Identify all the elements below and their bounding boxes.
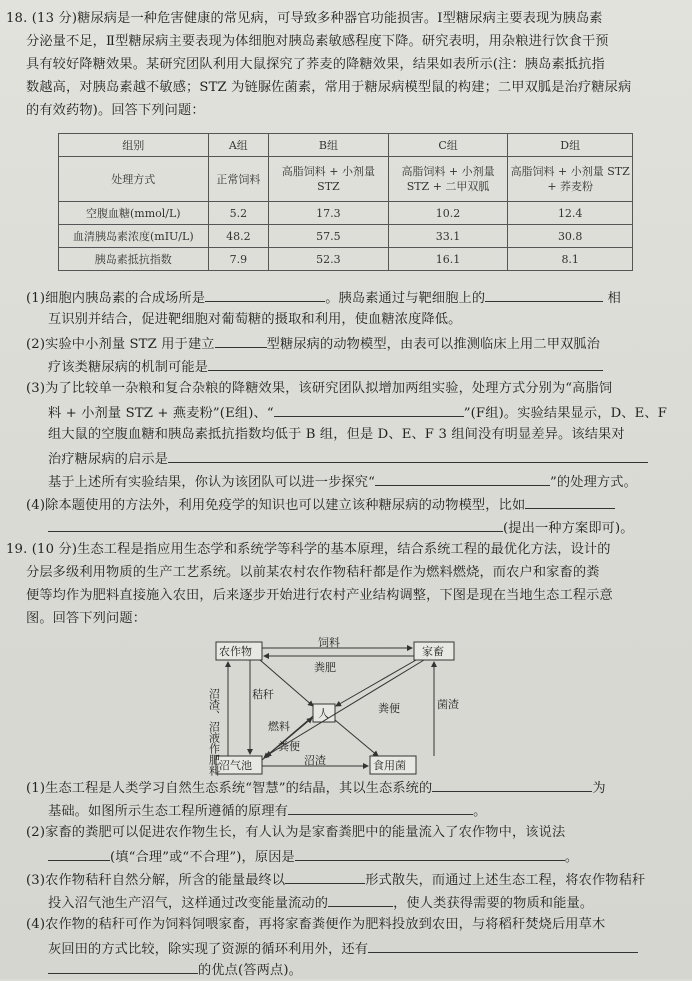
- edge-fuel: 燃料: [268, 720, 290, 733]
- table-cell: 10.2: [388, 202, 508, 225]
- q18-line4: 数越高，对胰岛素越不敏感；STZ 为链脲佐菌素，常用于糖尿病模型鼠的构建；二甲双胍是治疗糖尿病: [26, 80, 632, 95]
- q18-line2: 分泌量不足，Ⅱ型糖尿病主要表现为体细胞对胰岛素敏感程度下降。研究表明，用杂粮进行饮食干预: [26, 34, 609, 49]
- table-cell: 正常饲料: [208, 157, 269, 202]
- table-cell: 处理方式: [59, 157, 209, 202]
- q18-p3-line2: 料 + 小剂量 STZ + 燕麦粉”(E组)、“ ”(F组)。实验结果显示，D、E、F: [48, 402, 667, 424]
- table-row: [59, 225, 633, 248]
- table-cell: 高脂饲料 + 小剂量 STZ: [269, 157, 389, 202]
- q18-p3-line5: 基于上述所有实验结果，你认为该团队可以进一步探究“ ”的处理方式。: [48, 471, 637, 493]
- edge-straw: 秸秆: [252, 688, 274, 701]
- q19-p4-line1: (4)农作物的秸秆可作为饲料饲喂家畜，再将家畜粪便作为肥料投放到农田，与将稻秆焚烧后用草木: [26, 917, 606, 932]
- q18-p3-line3: 组大鼠的空腹血糖和胰岛素抵抗指数均低于 B 组，但是 D、E、F 3 组间没有明显差异。该结果对: [48, 427, 625, 442]
- q18-p4-line2: (提出一种方案即可)。: [48, 517, 634, 539]
- node-crops-label: 农作物: [219, 645, 252, 658]
- q19-p1-line2: 基础。如图所示生态工程所遵循的原理有 。: [48, 800, 486, 822]
- q19-p4-line3: 的优点(答两点)。: [48, 959, 302, 981]
- table-cell: 30.8: [508, 225, 633, 248]
- edge-feces-livestock: 粪便: [378, 702, 400, 715]
- q18-p2-line1: (2)实验中小剂量 STZ 用于建立 型糖尿病的动物模型，由表可以推测临床上用二甲双胍治: [26, 333, 600, 355]
- node-livestock-label: 家畜: [422, 645, 444, 658]
- table-cell: 12.4: [508, 202, 633, 225]
- edge-residue: 沼渣: [304, 754, 326, 767]
- table-cell: 52.3: [269, 248, 389, 271]
- q18-line1: 18. (13 分)糖尿病是一种危害健康的常见病，可导致多种器官功能损害。Ⅰ型糖尿病主要表现为胰岛素: [6, 11, 603, 26]
- edge-slurry: 沼渣、沼液作肥料: [207, 688, 221, 776]
- q19-p4-line2: 灰回田的方式比较，除实现了资源的循环利用外，还有: [48, 938, 638, 960]
- table-row: [59, 202, 633, 225]
- table-header: C组: [388, 134, 508, 157]
- q18-p1-line2: 互识别并结合，促进靶细胞对葡萄糖的摄取和利用，使血糖浓度降低。: [48, 312, 462, 327]
- q19-p2-line1: (2)家畜的粪肥可以促进农作物生长，有人认为是家畜粪肥中的能量流入了农作物中，该说法: [26, 825, 566, 840]
- table-cell: 57.5: [269, 225, 389, 248]
- q19-line3: 便等均作为肥料直接施入农田，后来逐步开始进行农村产业结构调整，下图是现在当地生态工程示意: [26, 588, 613, 603]
- edge-manure: 粪肥: [314, 661, 336, 674]
- table-cell: 空腹血糖(mmol/L): [59, 202, 209, 225]
- q19-line2: 分层多级利用物质的生产工艺系统。以前某农村农作物秸秆都是作为燃料燃烧，而农户和家畜的粪: [26, 565, 600, 580]
- table-cell: 7.9: [208, 248, 269, 271]
- q18-p1-line1: (1)细胞内胰岛素的合成场所是 。胰岛素通过与靶细胞上的 相: [26, 287, 621, 309]
- table-cell: 血清胰岛素浓度(mIU/L): [59, 225, 209, 248]
- table-cell: 高脂饲料 + 小剂量 STZ + 二甲双胍: [388, 157, 508, 202]
- q18-line5: 的有效药物)。回答下列问题：: [26, 103, 205, 118]
- table-header: D组: [508, 134, 633, 157]
- q18-p4-line1: (4)除本题使用的方法外，利用免疫学的知识也可以建立该种糖尿病的动物模型，比如: [26, 494, 615, 516]
- q18-p3-line4: 治疗糖尿病的启示是: [48, 448, 648, 470]
- q18-p3-line1: (3)为了比较单一杂粮和复合杂粮的降糖效果，该研究团队拟增加两组实验，处理方式分别为“高脂饲: [26, 381, 613, 396]
- edge-feces-human: 粪便: [278, 740, 300, 753]
- edge-feed: 饲料: [318, 636, 340, 649]
- table-cell: 5.2: [208, 202, 269, 225]
- q19-p1-line1: (1)生态工程是人类学习自然生态系统“智慧”的结晶，其以生态系统的 为: [26, 777, 606, 799]
- table-cell: 33.1: [388, 225, 508, 248]
- eco-diagram: [207, 628, 470, 788]
- edge-fungal-residue: 菌渣: [437, 698, 459, 711]
- table-cell: 48.2: [208, 225, 269, 248]
- data-table: [58, 133, 633, 271]
- node-mushroom-label: 食用菌: [373, 759, 406, 772]
- q18-p2-line2: 疗该类糖尿病的机制可能是: [48, 356, 603, 378]
- table-cell: 胰岛素抵抗指数: [59, 248, 209, 271]
- node-human-label: 人: [318, 707, 329, 720]
- q19-line1: 19. (10 分)生态工程是指应用生态学和系统学等科学的基本原理，结合系统工程的最优化方法，设计的: [6, 542, 611, 557]
- q18-line3: 具有较好降糖效果。某研究团队利用大鼠探究了荞麦的降糖效果，结果如表所示(注：胰岛素抵抗指: [26, 57, 605, 72]
- table-cell: 高脂饲料 + 小剂量 STZ + 荞麦粉: [508, 157, 633, 202]
- table-header: 组别: [59, 134, 209, 157]
- q19-p2-line2: (填“合理”或“不合理”)，原因是 。: [48, 846, 578, 868]
- q19-p3-line2: 投入沼气池生产沼气，这样通过改变能量流动的 ，使人类获得需要的物质和能量。: [48, 892, 593, 914]
- table-cell: 8.1: [508, 248, 633, 271]
- q19-p3-line1: (3)农作物秸秆自然分解，所含的能量最终以 形式散失，而通过上述生态工程，将农作物秸秆: [26, 869, 645, 891]
- table-row: [59, 248, 633, 271]
- table-cell: 17.3: [269, 202, 389, 225]
- table-header: B组: [269, 134, 389, 157]
- table-header: A组: [208, 134, 269, 157]
- table-cell: 16.1: [388, 248, 508, 271]
- node-biogas-label: 沼气池: [219, 759, 252, 772]
- q19-line4: 图。回答下列问题：: [26, 611, 147, 626]
